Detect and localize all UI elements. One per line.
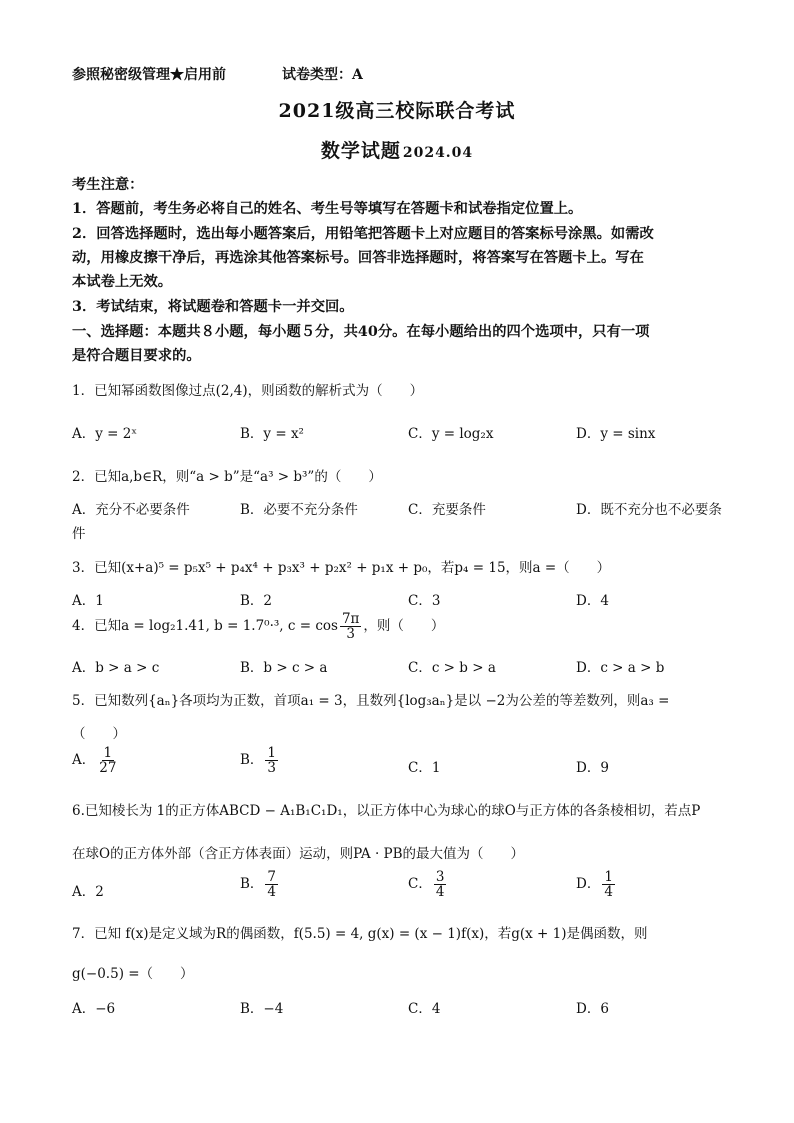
question-1-option-c: C．y = log₂x — [408, 426, 494, 442]
notice-heading: 考生注意： — [72, 177, 144, 193]
fraction-den: 4 — [435, 884, 445, 901]
question-7-option-d: D．6 — [576, 1001, 609, 1017]
fraction-den: 4 — [267, 884, 277, 901]
fraction-num: 7 — [267, 869, 277, 885]
question-5-option-b — [240, 746, 280, 775]
option-label: D． — [576, 876, 601, 893]
question-3-option-b: B．2 — [240, 593, 273, 609]
question-4-fraction-num: 7π — [341, 611, 360, 627]
exam-subtitle — [0, 136, 794, 163]
question-4-option-d: D．c > a > b — [576, 660, 665, 676]
section-1-heading-line-2: 是符合题目要求的。 — [72, 348, 201, 364]
question-6-stem-line-1: 6.已知棱长为 1的正方体ABCD − A₁B₁C₁D₁，以正方体中心为球心的球O与正方体的各条棱相切，若点P — [72, 803, 701, 819]
fraction-num: 3 — [435, 869, 445, 885]
question-6-option-c — [408, 870, 448, 899]
question-3-option-d: D．4 — [576, 593, 609, 609]
notice-item-2-line-2: 动，用橡皮擦干净后，再选涂其他答案标号。回答非选择题时，将答案写在答题卡上。写在 — [72, 250, 644, 266]
question-6-option-b — [240, 870, 280, 899]
question-4-fraction — [340, 612, 361, 641]
fraction-num: 1 — [103, 745, 113, 761]
question-1-stem: 1．已知幂函数图像过点(2,4)，则函数的解析式为（ ） — [72, 383, 424, 399]
question-1-option-a: A．y = 2ˣ — [72, 426, 138, 442]
question-2-option-b: B．必要不充分条件 — [240, 502, 358, 518]
question-2-option-d-wrap: 件 — [72, 526, 86, 542]
exam-title: 2021级高三校际联合考试 — [278, 100, 516, 122]
question-5-stem: 5．已知数列{aₙ}各项均为正数，首项a₁ = 3，且数列{log₃aₙ}是以 −2为公差的等差数列，则a₃ = — [72, 693, 670, 709]
question-3-stem: 3．已知(x+a)⁵ = p₅x⁵ + p₄x⁴ + p₃x³ + p₂x² + p₁x + p₀，若p₄ = 15，则a =（ ） — [72, 560, 611, 576]
question-3-option-c: C．3 — [408, 593, 441, 609]
question-2-option-a: A．充分不必要条件 — [72, 502, 190, 518]
question-5-option-c: C．1 — [408, 760, 441, 776]
question-6-option-a: A．2 — [72, 884, 104, 900]
question-5-option-a — [72, 746, 120, 775]
subject-title: 数学试题 — [320, 140, 401, 162]
question-4-option-b: B．b > c > a — [240, 660, 328, 676]
question-7-stem-line-1: 7．已知 f(x)是定义域为R的偶函数，f(5.5) = 4, g(x) = (x − 1)f(x)，若g(x + 1)是偶函数，则 — [72, 926, 648, 942]
question-2-stem: 2．已知a,b∈R，则“a > b”是“a³ > b³”的（ ） — [72, 469, 382, 485]
question-1-option-d: D．y = sinx — [576, 426, 656, 442]
question-4-stem-post: ，则（ ） — [363, 618, 445, 635]
fraction-num: 1 — [604, 869, 613, 885]
question-7-option-a: A．−6 — [72, 1001, 116, 1017]
fraction-num: 1 — [267, 745, 277, 761]
option-label: C． — [408, 876, 432, 893]
fraction-den: 27 — [99, 760, 117, 777]
question-1-option-b: B．y = x² — [240, 426, 304, 442]
option-label: B． — [240, 876, 264, 893]
question-5-option-d: D．9 — [576, 760, 609, 776]
option-label: B． — [240, 752, 264, 769]
exam-date: 2024.04 — [402, 145, 474, 161]
question-6-option-d — [576, 870, 617, 899]
question-5-stem-line-2: （ ） — [72, 726, 126, 742]
question-4-stem-pre: 4．已知a = log₂1.41, b = 1.7⁰·³, c = cos — [72, 618, 338, 635]
question-4-stem — [72, 612, 444, 641]
question-7-option-c: C．4 — [408, 1001, 441, 1017]
question-6-stem-line-2: 在球O的正方体外部（含正方体表面）运动，则PA · PB的最大值为（ ） — [72, 846, 525, 862]
fraction-den: 3 — [267, 760, 277, 777]
option-label: A． — [72, 752, 96, 769]
section-1-heading-line-1: 一、选择题：本题共８小题，每小题５分，共40分。在每小题给出的四个选项中，只有一项 — [72, 324, 650, 340]
notice-item-2-line-1: 2．回答选择题时，选出每小题答案后，用铅笔把答题卡上对应题目的答案标号涂黑。如需改 — [72, 226, 654, 242]
paper-type: 试卷类型：A — [282, 67, 363, 83]
notice-item-1: 1．答题前，考生务必将自己的姓名、考生号等填写在答题卡和试卷指定位置上。 — [72, 201, 583, 217]
question-7-option-b: B．−4 — [240, 1001, 284, 1017]
notice-item-3: 3．考试结束，将试题卷和答题卡一并交回。 — [72, 299, 354, 315]
question-2-option-c: C．充要条件 — [408, 502, 486, 518]
secret-level: 参照秘密级管理★启用前 — [72, 67, 226, 83]
question-3-option-a: A．1 — [72, 593, 104, 609]
notice-item-2-line-3: 本试卷上无效。 — [72, 274, 173, 290]
question-2-option-d: D．既不充分也不必要条 — [576, 502, 722, 518]
question-7-stem-line-2: g(−0.5) =（ ） — [72, 966, 194, 982]
question-4-fraction-den: 3 — [346, 626, 355, 643]
question-4-option-a: A．b > a > c — [72, 660, 160, 676]
fraction-den: 4 — [604, 884, 613, 901]
question-4-option-c: C．c > b > a — [408, 660, 496, 676]
